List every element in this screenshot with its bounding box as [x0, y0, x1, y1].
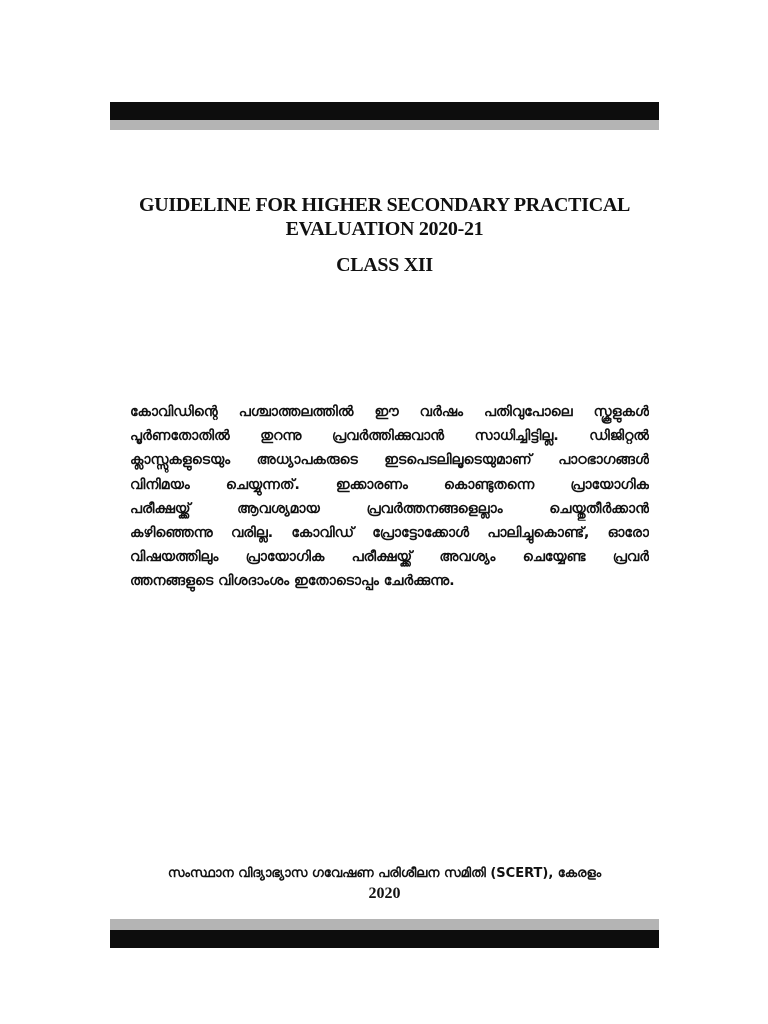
bottom-black-rule [110, 930, 659, 948]
top-black-rule [110, 102, 659, 120]
body-line: വിനിമയം ചെയ്യുന്നത്. ഇക്കാരണം കൊണ്ടുതന്നെ പ്രായോഗിക [130, 476, 649, 493]
body-line: കോവിഡിന്റെ പശ്ചാത്തലത്തിൽ ഈ വർഷം പതിവുപോലെ സ്കൂളുകൾ [130, 404, 649, 420]
body-line: കഴിഞ്ഞെന്നു വരില്ല. കോവിഡ് പ്രോട്ടോക്കോൾ പാലിച്ചുകൊണ്ട്, ഓരോ [130, 525, 649, 542]
bottom-grey-rule [110, 919, 659, 930]
body-line: ത്തനങ്ങളുടെ വിശദാംശം ഇതോടൊപ്പം ചേർക്കുന്നു. [130, 573, 455, 590]
document-title-line-2: EVALUATION 2020-21 [285, 218, 484, 240]
publication-year: 2020 [368, 885, 401, 902]
publisher-name: സംസ്ഥാന വിദ്യാഭ്യാസ ഗവേഷണ പരിശീലന സമിതി (SCERT), കേരളം [167, 866, 602, 881]
document-title-line-1: GUIDELINE FOR HIGHER SECONDARY PRACTICAL [138, 194, 631, 216]
body-line: പൂർണതോതിൽ തുറന്നു പ്രവർത്തിക്കുവാൻ സാധിച്ചിട്ടില്ല. ഡിജിറ്റൽ [130, 428, 649, 445]
body-line: പരീക്ഷയ്ക്ക് ആവശ്യമായ പ്രവർത്തനങ്ങളെല്ലാം ചെയ്തുതീർക്കാൻ [130, 500, 649, 517]
body-line: ക്ലാസ്സുകളുടെയും അധ്യാപകരുടെ ഇടപെടലിലൂടെയുമാണ് പാഠഭാഗങ്ങൾ [130, 452, 649, 469]
class-label: CLASS XII [336, 254, 433, 276]
body-line: വിഷയത്തിലും പ്രായോഗിക പരീക്ഷയ്ക്ക് അവശ്യം ചെയ്യേണ്ട പ്രവർ [130, 549, 649, 566]
body-paragraph [130, 400, 649, 594]
top-grey-rule [110, 120, 659, 130]
